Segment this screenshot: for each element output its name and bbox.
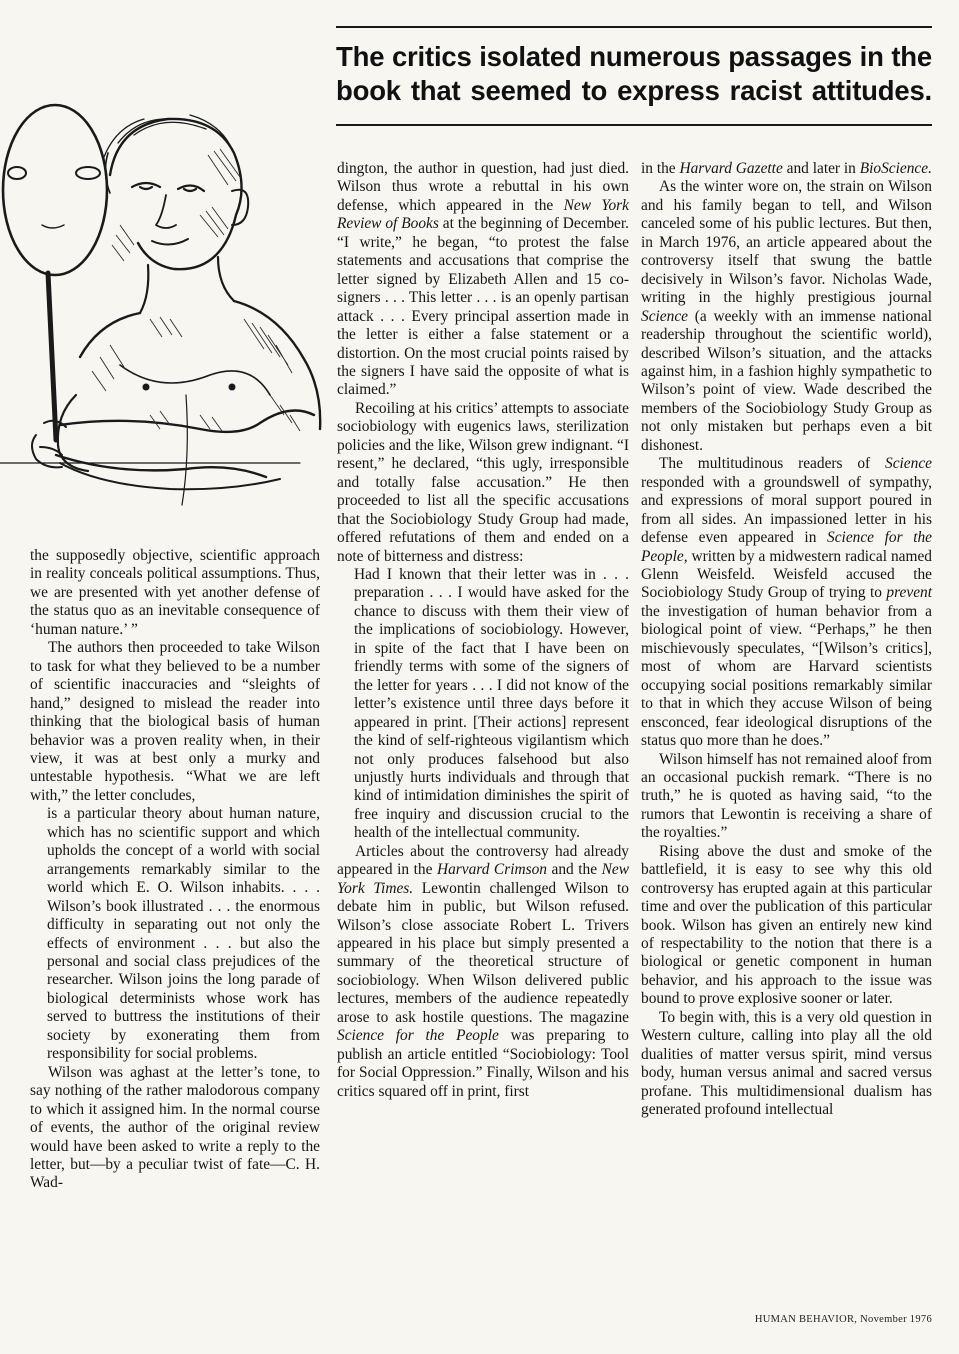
paragraph: Rising above the dust and smoke of the battlefield, it is easy to see why this old controversy has erupted again at this particular time and over the publication of this particular book. Wilson has given an entirely new kind of respectability to the notion that there is a biological or genetic component in human behavior, and his approach to the issue was bound to prove explosive sooner or later. [641, 842, 932, 1008]
article-column-3 [641, 160, 932, 1120]
block-quote: is a particular theory about human nature, which has no scientific support and which upholds the concept of a world with social arrangements remarkably similar to the world which E. O. Wilson inhabits. . . . Wilson’s book illustrated . . . the enormous difficulty in separating out not only the effects of environment . . . but also the personal and social class prejudices of the researcher. Wilson joins the long parade of biological determinists whose work has served to buttress the institutions of their society by exonerating them from responsibility for social problems. [47, 805, 320, 1063]
paragraph: To begin with, this is a very old question in Western culture, calling into play all the old dualities of matter versus spirit, mind versus body, human versus animal and sacred versus profane. This multidimensional dualism has generated profound intellectual [641, 1008, 932, 1119]
paragraph: As the winter wore on, the strain on Wilson and his family began to tell, and Wilson canceled some of his public lectures. But then, in March 1976, an article appeared about the controversy itself that swung the battle decisively in Wilson’s favor. Nicholas Wade, writing in the highly prestigious journal Science (a weekly with an immense national readership throughout the scientific world), described Wilson’s situation, and the attacks against him, in a fashion highly sympathetic to Wilson’s point of view. Wade described the members of the Sociobiology Study Group as not only mistaken but perhaps even a bit dishonest. [641, 178, 932, 454]
paragraph: Wilson was aghast at the letter’s tone, to say nothing of the rather malodorous company to which it assigned him. In the normal course of events, the author of the original review would have been asked to write a reply to the letter, but—by a peculiar twist of fate—C. H. Wad- [30, 1063, 320, 1192]
pull-quote-text [336, 40, 932, 108]
paragraph: Articles about the controversy had already appeared in the Harvard Crimson and the New York Times. Lewontin challenged Wilson to debate him in public, but Wilson refused. Wilson’s close associate Robert L. Trivers appeared in his place but simply presented a summary of the theoretical structure of sociobiology. When Wilson delivered public lectures, members of the audience repeatedly arose to ask hostile questions. The magazine Science for the People was preparing to publish an article entitled “Sociobiology: Tool for Social Oppression.” Finally, Wilson and his critics squared off in print, first [337, 842, 630, 1100]
pull-quote [336, 26, 932, 126]
magazine-name: HUMAN BEHAVIOR, [754, 1314, 858, 1325]
paragraph: the supposedly objective, scientific approach in reality conceals political assumptions. Thus, we are presented with yet another defense of the status quo as an inevitable consequence of ‘human nature.’ ” [30, 547, 320, 638]
paragraph: in the Harvard Gazette and later in BioScience. [641, 160, 932, 177]
pull-quote-line-2: book that seemed to express racist attitudes. [336, 75, 932, 106]
article-column-1 [30, 547, 320, 1193]
issue-date: November 1976 [860, 1314, 932, 1325]
pull-quote-line-1: The critics isolated numerous passages in the [336, 41, 932, 72]
paragraph: dington, the author in question, had just died. Wilson thus wrote a rebuttal in his own defense, which appeared in the New York Review of Books at the beginning of December. “I write,” he began, “to protest the false statements and accusations that comprise the letter signed by Elizabeth Allen and 15 co-signers . . . This letter . . . is an openly partisan attack . . . Every principal assertion made in the letter is either a false statement or a distortion. On the most crucial points raised by the signers I have said the opposite of what is claimed.” [337, 160, 629, 399]
paragraph: The authors then proceeded to take Wilson to task for what they believed to be a number of scientific inaccuracies and “sleights of hand,” designed to mislead the reader into thinking that the biological basis of human behavior was a proven reality when, in their view, it was at best only a murky and untestable hypothesis. “What we are left with,” the letter concludes, [30, 639, 320, 804]
block-quote: Had I known that their letter was in . . . preparation . . . I would have asked for the chance to discuss with them their view of the implications of sociobiology. However, in spite of the fact that I have been on friendly terms with some of the signers of the letter for years . . . I did not know of the letter’s existence until three days before it appeared in print. [Their actions] represent the kind of self-righteous vigilantism which not only produces falsehood but also unjustly hurts individuals and through that kind of intimidation diminishes the spirit of free inquiry and discussion crucial to the health of the intellectual community. [354, 565, 629, 842]
page-footer [755, 1314, 932, 1325]
masked-man-illustration [0, 95, 332, 545]
paragraph: Wilson himself has not remained aloof from an occasional puckish remark. “There is no truth,” he is quoted as having said, “to the rumors that Lewontin is receiving a share of the royalties.” [641, 750, 932, 842]
paragraph: The multitudinous readers of Science responded with a groundswell of sympathy, and expressions of moral support poured in from all sides. An impassioned letter in his defense even appeared in Science for the People, written by a midwestern radical named Glenn Weisfeld. Weisfeld accused the Sociobiology Study Group of trying to prevent the investigation of human behavior from a biological point of view. “Perhaps,” he then mischievously speculates, “[Wilson’s critics], most of whom are Harvard scientists occupying social positions remarkably similar to that in which they accuse Wilson of being ensconced, fear ideological disruptions of the status quo more than he does.” [641, 455, 932, 750]
article-column-2 [337, 160, 629, 1101]
paragraph: Recoiling at his critics’ attempts to associate sociobiology with eugenics laws, sterilization policies and the like, Wilson grew indignant. “I resent,” he declared, “this ugly, irresponsible and totally false accusation.” He then proceeded to list all the specific accusations that the Sociobiology Study Group had made, offered refutations of them and ended on a note of bitterness and distress: [337, 399, 629, 565]
